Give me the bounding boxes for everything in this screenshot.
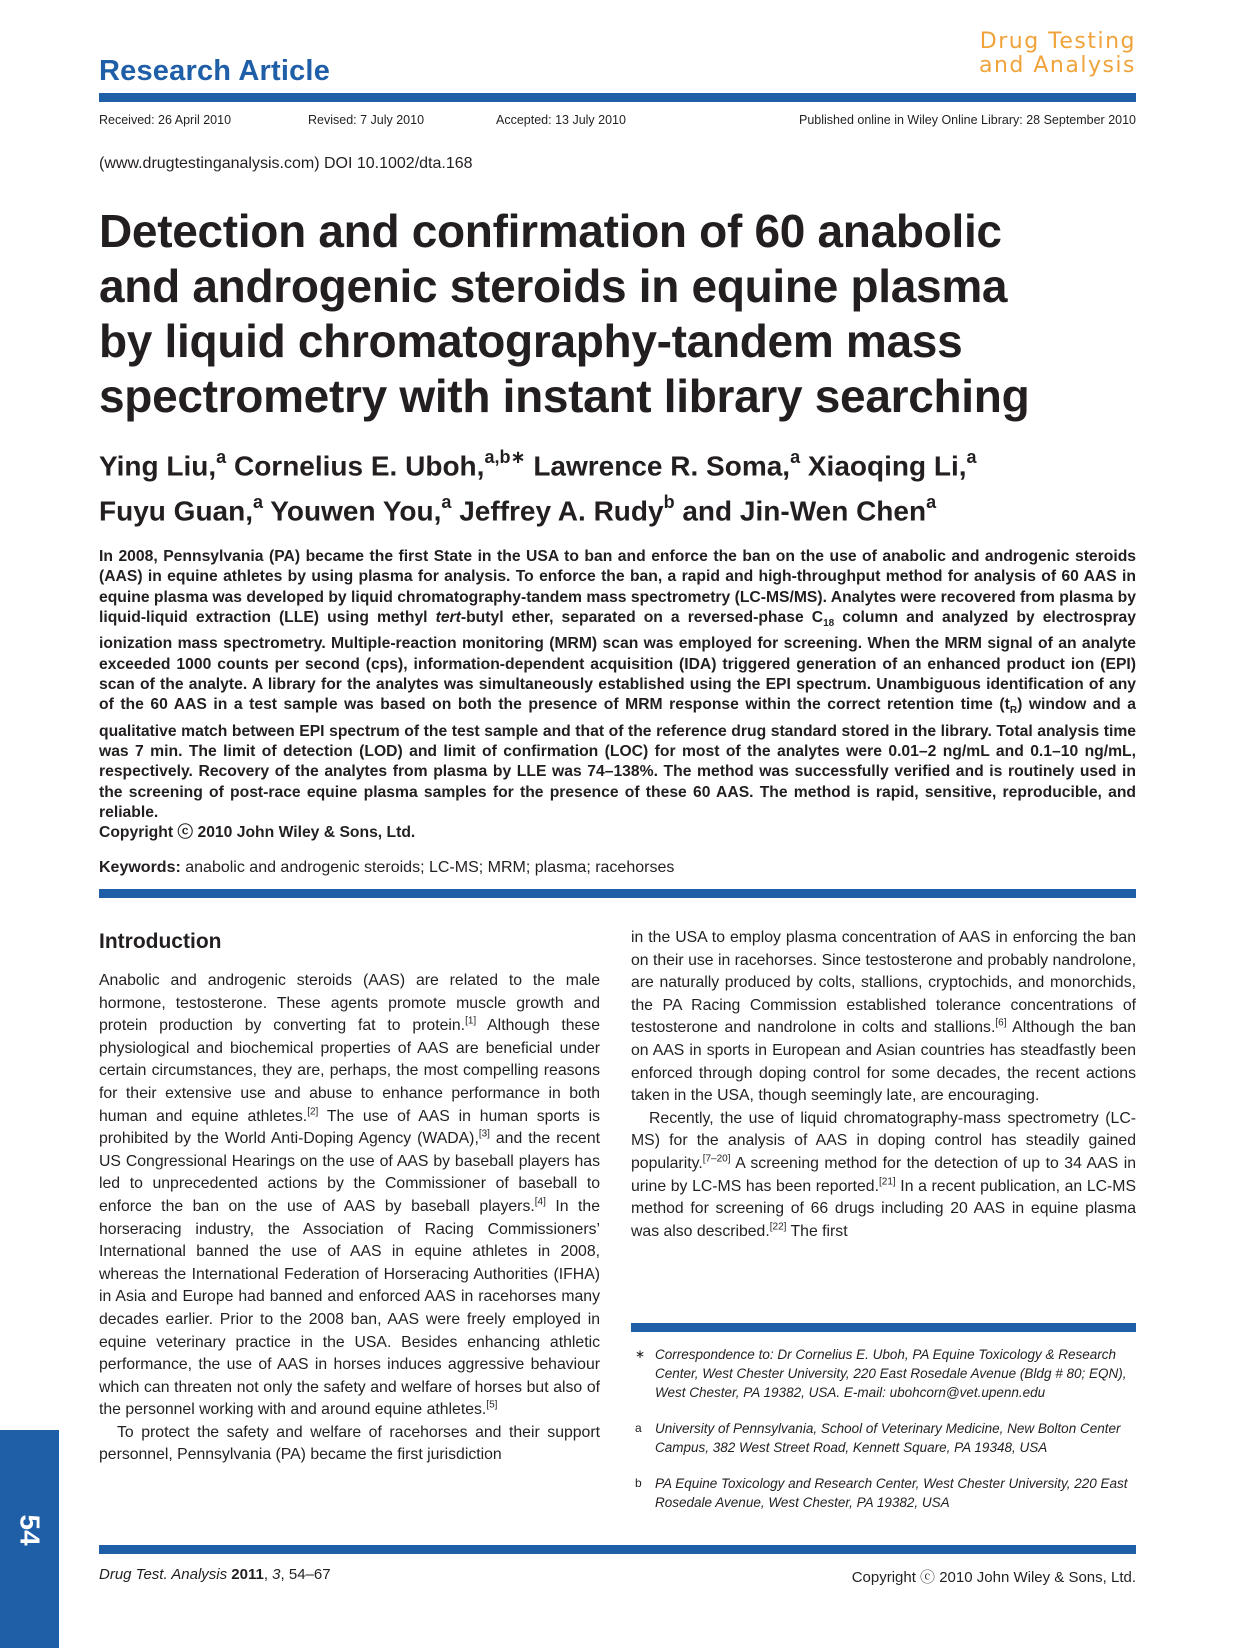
author-name: Lawrence R. Soma, [533,450,791,482]
footnote-mark: b [635,1476,642,1490]
journal-citation: Drug Test. Analysis 2011, 3, 54–67 [99,1566,331,1583]
author-affiliation: a [926,492,937,513]
article-type-header [99,55,330,88]
published-date: Published online in Wiley Online Library: 28 September 2010 [799,113,1136,127]
author-name: Cornelius E. Uboh, [233,450,485,482]
abstract-segment: column and analyzed by electrospray ionization mass spectrometry. Multiple-reaction monitoring (MRM) scan was employed for screening. When the MRM signal of an analyte exceeded 1000 counts per second (cps), information-dependent acquisition (IDA) triggered generation of an enhanced product ion (EPI) scan of the analyte. A library for the analytes was simultaneously established using the EPI spectrum. Unambiguous identification of any of the 60 AAS in a test sample was based on both the presence of MRM response within the correct retention time (t [99,608,1137,714]
text-segment: The use of AAS in human sports is prohibited by the World Anti-Doping Agency (WADA), [99,1107,601,1148]
journal-logo [979,30,1136,78]
intro-paragraph [631,927,1136,1108]
keywords [99,859,1136,877]
footnote-affiliation-a [631,1419,1136,1457]
left-column [99,970,600,1467]
received-date: Received: 26 April 2010 [99,113,232,127]
footnote-text: PA Equine Toxicology and Research Center, West Chester University, 220 East Rosedale Avenue, West Chester, PA 19382, USA [655,1476,1128,1510]
citation[interactable]: [6] [995,1018,1007,1030]
citation[interactable]: [5] [486,1400,498,1412]
citation[interactable]: [4] [534,1196,546,1208]
abstract-subscript: 18 [823,618,835,630]
keywords-label: Keywords: [99,859,181,876]
keywords-text: anabolic and androgenic steroids; LC-MS; MRM; plasma; racehorses [180,859,675,876]
author-list [99,440,1136,531]
abstract-text [99,547,1136,823]
footer-copyright: Copyright ⓒ 2010 John Wiley & Sons, Ltd. [851,1569,1136,1586]
author-name: Fuyu Guan, [99,495,253,527]
author-affiliation: b [663,492,675,513]
article-title [99,204,1109,424]
abstract-segment: In 2008, Pennsylvania (PA) became the first State in the USA to ban and enforce the ban on the use of anabolic and androgenic steroids (AAS) in equine athletes by using plasma for analysis. To enforce the ban, a rapid and high-throughput method for analysis of 60 AAS in equine plasma was developed by liquid chromatography-tandem mass spectrometry (LC-MS/MS). Analytes were recovered from plasma by liquid-liquid extraction (LLE) using methyl [99,548,1136,626]
journal-logo-line1: Drug Testing [979,29,1136,54]
footer-rule [99,1545,1136,1554]
introduction-heading: Introduction [99,930,222,953]
title-line: Detection and confirmation of 60 anabolic [99,205,1002,257]
header-rule [99,93,1136,102]
title-line: spectrometry with instant library searching [99,370,1030,422]
text-segment: Anabolic and androgenic steroids (AAS) are related to the male hormone, testosterone. These agents promote muscle growth and protein production by converting fat to protein. [99,972,600,1035]
intro-paragraph: To protect the safety and welfare of racehorses and their support personnel, Pennsylvania (PA) became the first jurisdiction [99,1423,600,1464]
page-number: 54 [14,1514,46,1546]
footnote-mark: a [635,1421,642,1435]
author-affiliation: a [790,447,801,467]
text-segment: Recently, the use of liquid chromatography-mass spectrometry (LC-MS) for the analysis of AAS in doping control has steadily gained popularity. [631,1109,1136,1172]
author-name: and Jin-Wen Chen [682,495,927,527]
author-affiliation: a [216,447,227,467]
intro-paragraph [631,1108,1136,1244]
text-segment: The first [786,1222,848,1240]
author-affiliation: a [966,447,977,467]
citation[interactable]: [22] [769,1221,787,1233]
footnotes [631,1345,1136,1529]
article-type-label: Research Article [99,55,331,87]
abstract-segment: ) window and a qualitative match between EPI spectrum of the test sample and that of the reference drug standard stored in the library. Total analysis time was 7 min. The limit of detection (LOD) and limit of confirmation (LOC) for most of the analytes were 0.01–2 ng/mL and 0.1–10 ng/mL, respectively. Recovery of the analytes from plasma by LLE was 74–138%. The method was successfully verified and is routinely used in the screening of post-race equine plasma samples for the presence of these 60 AAS. The method is rapid, sensitive, reproducible, and reliable. [99,696,1136,821]
abstract-italic-term: tert [435,608,461,626]
citation[interactable]: [1] [465,1015,477,1027]
footnote-affiliation-b [631,1474,1136,1512]
author-name: Youwen You, [270,495,442,527]
footnote-text: University of Pennsylvania, School of Veterinary Medicine, New Bolton Center Campus, 382 West Street Road, Kennett Square, PA 19348, USA [655,1421,1121,1455]
author-name: Xiaoqing Li, [807,450,967,482]
title-line: by liquid chromatography-tandem mass [99,315,963,367]
text-segment: A screening method for the detection of up to 34 AAS in urine by LC-MS has been reported. [631,1154,1136,1195]
text-segment: Although these physiological and biochemical properties of AAS are beneficial under certain circumstances, they are, perhaps, the most compelling reasons for their extensive use and abuse to enhance performance in both human and equine athletes. [99,1017,600,1125]
revised-date: Revised: 7 July 2010 [308,113,425,127]
text-segment: Although the ban on AAS in sports in European and Asian countries has steadfastly been enforced through doping control for some decades, the recent actions taken in the USA, though seemingly late, are encouraging. [631,1019,1136,1105]
text-segment: In a recent publication, an LC-MS method for screening of 66 drugs including 20 AAS in equine plasma was also described. [631,1177,1136,1240]
text-segment: In the horseracing industry, the Association of Racing Commissioners’ International banned the use of AAS in equine athletes in 2008, whereas the International Federation of Horseracing Authorities (IFHA) in Asia and Europe had banned and enforced AAS in racehorses many decades earlier. Prior to the 2008 ban, AAS were freely employed in equine veterinary practice in the USA. Besides enhancing athletic performance, the use of AAS in horses induces aggressive behaviour which can threaten not only the safety and welfare of horses but also of the personnel working with and around equine athletes. [99,1197,600,1419]
abstract-segment: -butyl ether, separated on a reversed-phase C [460,608,824,626]
accepted-date: Accepted: 13 July 2010 [496,113,626,127]
journal-pages: , 54–67 [280,1566,331,1583]
citation[interactable]: [2] [307,1106,319,1118]
journal-volume: 3 [272,1566,281,1583]
journal-abbrev: Drug Test. Analysis [99,1566,228,1583]
author-affiliation: a [253,492,264,513]
citation[interactable]: [7–20] [702,1153,731,1165]
citation[interactable]: [21] [878,1176,896,1188]
title-line: and androgenic steroids in equine plasma [99,260,1008,312]
intro-paragraph [99,970,600,1422]
journal-year: 2011 [231,1566,264,1583]
abstract-copyright: Copyright ⓒ 2010 John Wiley & Sons, Ltd. [99,824,416,842]
journal-logo-line2: and Analysis [978,53,1136,78]
abstract [99,547,1136,843]
author-name: Ying Liu, [99,450,217,482]
citation[interactable]: [3] [478,1128,490,1140]
author-affiliation: a [441,492,452,513]
right-column [631,927,1136,1243]
text-segment: and the recent US Congressional Hearings on the use of AAS by baseball players has led to unprecedented actions by the Commissioner of baseball to enforce the ban on the use of AAS by baseball players. [99,1130,600,1215]
footnote-text: Correspondence to: Dr Cornelius E. Uboh, PA Equine Toxicology & Research Center, West Chester University, 220 East Rosedale Avenue (Bldg # 80; EQN), West Chester, PA 19382, USA. E-mail: ubohcorn@vet.upenn.edu [655,1347,1127,1400]
author-name: Jeffrey A. Rudy [459,495,664,527]
text-segment: in the USA to employ plasma concentration of AAS in enforcing the ban on their use in racehorses. Since testosterone and probably nandrolone, are naturally produced by colts, stallions, cryptochids, and monorchids, the PA Racing Commission established tolerance concentrations of testosterone and nandrolone in colts and stallions. [631,929,1136,1037]
footnote-mark: ∗ [635,1347,646,1361]
section-rule [99,889,1136,898]
abstract-subscript: R [1009,705,1018,717]
doi-line: (www.drugtestinganalysis.com) DOI 10.1002/dta.168 [99,155,473,172]
footnote-rule [631,1323,1136,1332]
footnote-correspondence [631,1345,1136,1402]
author-affiliation: a,b∗ [484,447,526,467]
